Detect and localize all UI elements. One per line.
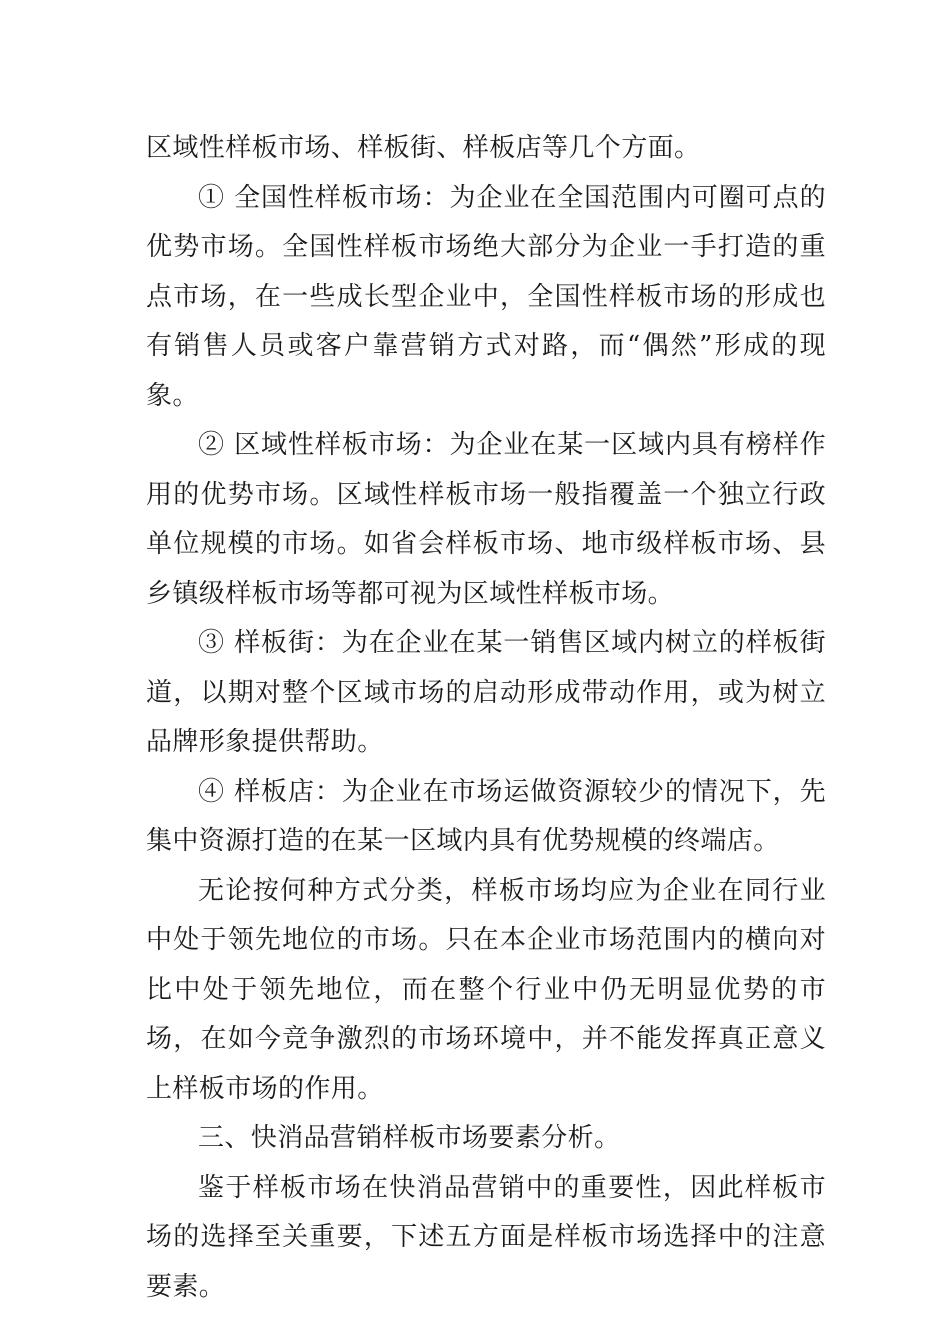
document-body (146, 124, 826, 1312)
paragraph-selection-intro: 鉴于样板市场在快消品营销中的重要性，因此样板市场的选择至关重要，下述五方面是样板市场选择中的注意要素。 (146, 1172, 826, 1302)
section-heading: 三、快消品营销样板市场要素分析。 (198, 1123, 621, 1153)
paragraph-national-sample-market: ① 全国性样板市场：为企业在全国范围内可圈可点的优势市场。全国性样板市场绝大部分为企业一手打造的重点市场，在一些成长型企业中，全国性样板市场的形成也有销售人员或客户靠营销方式对路，而“偶然”形成的现象。 (146, 182, 826, 411)
paragraph-classification-note: 无论按何种方式分类，样板市场均应为企业在同行业中处于领先地位的市场。只在本企业市场范围内的横向对比中处于领先地位，而在整个行业中仍无明显优势的市场，在如今竞争激烈的市场环境中，并不能发挥真正意义上样板市场的作用。 (146, 875, 826, 1104)
paragraph-continuation: 区域性样板市场、样板街、样板店等几个方面。 (146, 133, 701, 163)
paragraph-sample-store: ④ 样板店：为企业在市场运做资源较少的情况下，先集中资源打造的在某一区域内具有优势规模的终端店。 (146, 776, 826, 856)
paragraph-sample-street: ③ 样板街：为在企业在某一销售区域内树立的样板街道，以期对整个区域市场的启动形成带动作用，或为树立品牌形象提供帮助。 (146, 628, 826, 757)
paragraph-regional-sample-market: ② 区域性样板市场：为企业在某一区域内具有榜样作用的优势市场。区域性样板市场一般指覆盖一个独立行政单位规模的市场。如省会样板市场、地市级样板市场、县乡镇级样板市场等都可视为区域性样板市场。 (146, 430, 826, 609)
